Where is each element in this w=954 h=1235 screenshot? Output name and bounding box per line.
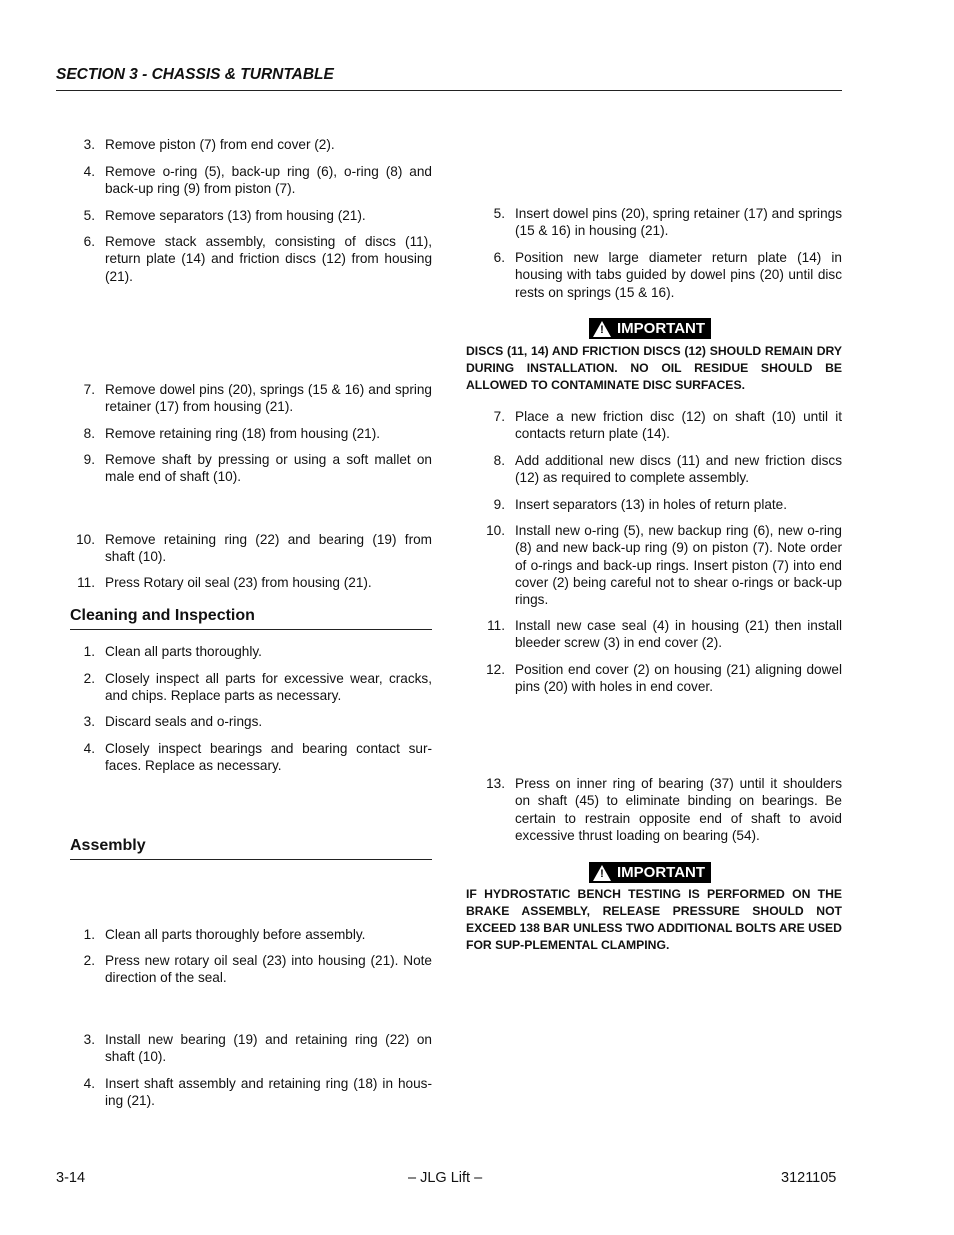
list-item-text: Press on inner ring of bearing (37) until it shoulders on shaft (45) to eliminate binding on bearings. Be certain to restrain opposite end of shaft to avoid excessive thrust loading on bearing (54). (515, 776, 842, 843)
list-item-number: 2. (83, 953, 95, 968)
important-label: IMPORTANT (617, 320, 706, 337)
list-item-text: Remove separators (13) from housing (21). (105, 208, 366, 223)
page-number: 3-14 (56, 1170, 86, 1186)
doc-number: 3121105 (781, 1170, 837, 1186)
list-item-number: 12. (486, 662, 505, 677)
warning-triangle-icon: ! (593, 321, 611, 337)
list-item-number: 1. (83, 644, 95, 659)
list-item-text: Remove retaining ring (22) and bearing (19) from shaft (10). (105, 532, 432, 565)
list-item-text: Remove piston (7) from end cover (2). (105, 137, 335, 152)
assembly-heading-rule (70, 859, 432, 860)
list-item-number: 2. (83, 671, 95, 686)
list-item-text: Position new large diameter return plate (14) in housing with tabs guided by dowel pins (20) until disc rests on springs (15 & 16). (515, 250, 842, 300)
footer-center: – JLG Lift – (408, 1170, 483, 1186)
list-item-number: 8. (83, 426, 95, 441)
list-item-text: Position end cover (2) on housing (21) aligning dowel pins (20) with holes in end cover. (515, 662, 842, 695)
list-item-text: Install new bearing (19) and retaining ring (22) on shaft (10). (105, 1032, 432, 1065)
list-item-text: Add additional new discs (11) and new friction discs (12) as required to complete assembly. (515, 453, 842, 486)
list-item-text: Clean all parts thoroughly. (105, 644, 262, 659)
assembly-heading: Assembly (70, 837, 146, 854)
important-text-2: IF HYDROSTATIC BENCH TESTING IS PERFORMED ON THE BRAKE ASSEMBLY, RELEASE PRESSURE SHOULD NOT EXCEED 138 BAR UNLESS TWO ADDITIONAL BOLTS ARE USED FOR SUP-PLEMENTAL CLAMPING. (466, 887, 842, 952)
list-item-number: 4. (83, 164, 95, 179)
list-item-text: Press Rotary oil seal (23) from housing (21). (105, 575, 372, 590)
list-item-text: Press new rotary oil seal (23) into housing (21). Note direction of the seal. (105, 953, 432, 986)
list-item-number: 6. (83, 234, 95, 249)
section-title: SECTION 3 - CHASSIS & TURNTABLE (56, 66, 334, 83)
list-item-number: 3. (83, 1032, 95, 1047)
cleaning-heading: Cleaning and Inspection (70, 607, 255, 624)
list-item-number: 5. (83, 208, 95, 223)
list-item-text: Insert separators (13) in holes of return plate. (515, 497, 788, 512)
important-badge-1 (589, 318, 711, 339)
list-item-number: 13. (486, 776, 505, 791)
list-item-text: Remove shaft by pressing or using a soft mallet on male end of shaft (10). (105, 452, 432, 485)
list-item-text: Clean all parts thoroughly before assembly. (105, 927, 366, 942)
important-badge-2 (589, 862, 711, 883)
list-item-number: 4. (83, 1076, 95, 1091)
list-item-number: 11. (77, 575, 95, 590)
list-item-number: 3. (83, 137, 95, 152)
list-item-text: Closely inspect bearings and bearing contact sur-faces. Replace as necessary. (105, 741, 432, 774)
list-item-number: 9. (493, 497, 505, 512)
header-rule (56, 90, 842, 91)
list-item-text: Remove stack assembly, consisting of discs (11), return plate (14) and friction discs (12) from housing (21). (105, 234, 432, 284)
list-item-text: Remove o-ring (5), back-up ring (6), o-ring (8) and back-up ring (9) from piston (7). (105, 164, 432, 197)
list-item-number: 1. (83, 927, 95, 942)
list-item-number: 7. (493, 409, 505, 424)
list-item-number: 7. (83, 382, 95, 397)
list-item-text: Closely inspect all parts for excessive wear, cracks, and chips. Replace parts as necessary. (105, 671, 432, 704)
list-item-number: 11. (487, 618, 505, 633)
list-item-text: Insert shaft assembly and retaining ring (18) in hous-ing (21). (105, 1076, 432, 1109)
list-item-number: 4. (83, 741, 95, 756)
list-item-number: 3. (83, 714, 95, 729)
warning-triangle-icon: ! (593, 865, 611, 881)
list-item-text: Remove retaining ring (18) from housing (21). (105, 426, 381, 441)
list-item-text: Place a new friction disc (12) on shaft (10) until it contacts return plate (14). (515, 409, 842, 442)
list-item-text: Install new case seal (4) in housing (21) then install bleeder screw (3) in end cover (2). (515, 618, 842, 651)
list-item-number: 10. (76, 532, 95, 547)
list-item-number: 9. (83, 452, 95, 467)
cleaning-heading-rule (70, 629, 432, 630)
list-item-text: Install new o-ring (5), new backup ring (6), new o-ring (8) and new back-up ring (9) on piston (7). Note order of o-rings and back-up rings. Insert piston (7) into end cover (2) being careful not to shear o-rings or back-up rings. (515, 523, 842, 608)
important-label: IMPORTANT (617, 864, 706, 881)
list-item-number: 6. (493, 250, 505, 265)
list-item-text: Remove dowel pins (20), springs (15 & 16) and spring retainer (17) from housing (21). (105, 382, 432, 415)
list-item-number: 5. (493, 206, 505, 221)
list-item-number: 8. (493, 453, 505, 468)
important-text-1: DISCS (11, 14) AND FRICTION DISCS (12) SHOULD REMAIN DRY DURING INSTALLATION. NO OIL RESIDUE SHOULD BE ALLOWED TO CONTAMINATE DISC SURFACES. (466, 344, 842, 392)
list-item-number: 10. (486, 523, 505, 538)
list-item-text: Discard seals and o-rings. (105, 714, 263, 729)
list-item-text: Insert dowel pins (20), spring retainer (17) and springs (15 & 16) in housing (21). (515, 206, 842, 239)
